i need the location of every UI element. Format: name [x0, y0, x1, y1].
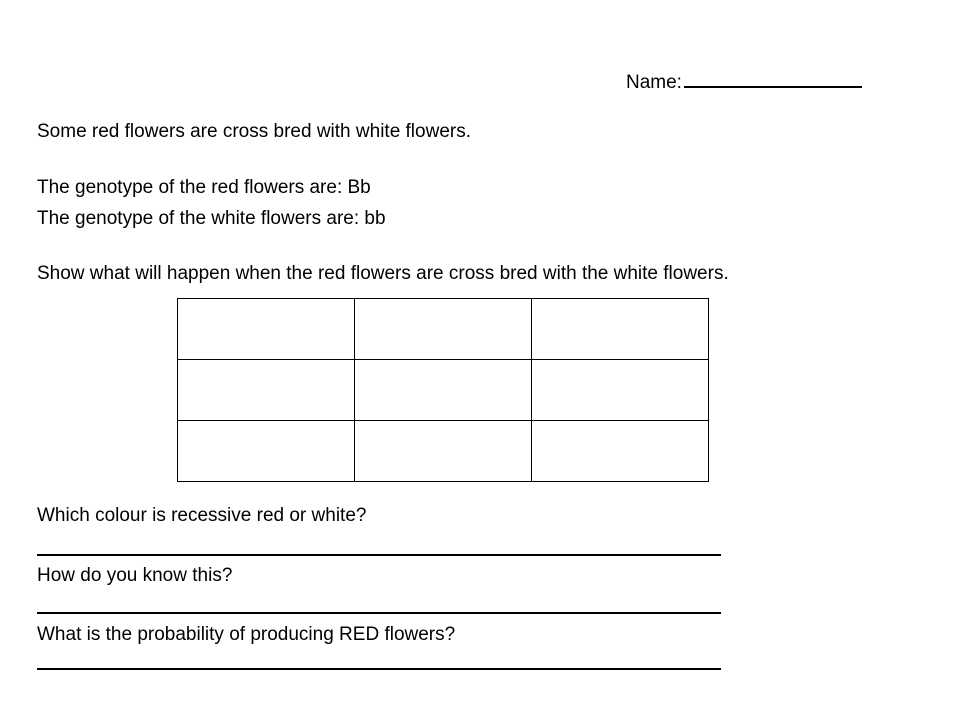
- punnett-row: [178, 421, 709, 482]
- punnett-cell[interactable]: [178, 299, 355, 360]
- name-label: Name:: [626, 72, 682, 93]
- name-field[interactable]: [626, 66, 862, 95]
- punnett-cell[interactable]: [355, 360, 532, 421]
- intro-line-1: Some red flowers are cross bred with white flowers.: [37, 121, 471, 142]
- punnett-cell[interactable]: [178, 421, 355, 482]
- punnett-cell[interactable]: [355, 299, 532, 360]
- question-2-text: How do you know this?: [37, 565, 233, 586]
- punnett-square: [177, 298, 709, 482]
- punnett-cell[interactable]: [532, 299, 709, 360]
- name-blank-line[interactable]: [684, 66, 862, 88]
- punnett-cell[interactable]: [532, 360, 709, 421]
- intro-line-3: The genotype of the white flowers are: bb: [37, 208, 386, 229]
- punnett-cell[interactable]: [178, 360, 355, 421]
- punnett-cell[interactable]: [532, 421, 709, 482]
- intro-line-2: The genotype of the red flowers are: Bb: [37, 177, 371, 198]
- punnett-row: [178, 299, 709, 360]
- punnett-cell[interactable]: [355, 421, 532, 482]
- question-1-answer-line[interactable]: [37, 554, 721, 556]
- question-2-answer-line[interactable]: [37, 612, 721, 614]
- question-1-text: Which colour is recessive red or white?: [37, 505, 367, 526]
- question-3-text: What is the probability of producing RED flowers?: [37, 624, 456, 645]
- punnett-row: [178, 360, 709, 421]
- question-3-answer-line[interactable]: [37, 668, 721, 670]
- instruction-text: Show what will happen when the red flowers are cross bred with the white flowers.: [37, 263, 729, 284]
